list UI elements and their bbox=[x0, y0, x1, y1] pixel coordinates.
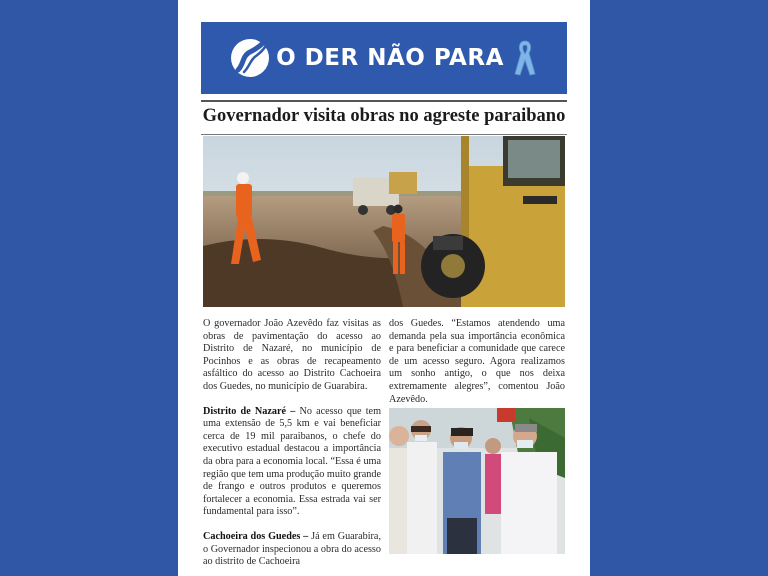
intro-paragraph: O governador João Azevêdo faz visitas as obras de pavimentação do acesso ao Distrito de Nazaré, no município de Pocinhos e as obras de recapeamento asfáltico do acesso ao Distrito Cachoeira dos Guedes, no município de Guarabira. bbox=[203, 318, 381, 392]
headline-top-rule bbox=[201, 100, 567, 102]
article-headline: Governador visita obras no agreste paraibano bbox=[202, 106, 566, 126]
governor-visit-photo bbox=[389, 408, 565, 554]
banner-title: O DER NÃO PARA bbox=[276, 45, 504, 71]
article-column-left bbox=[203, 318, 381, 576]
newsletter-banner bbox=[201, 22, 567, 94]
road-works-photo bbox=[203, 136, 565, 307]
section-nazare-lead: Distrito de Nazaré – bbox=[203, 405, 296, 417]
section-cachoeira-text: Já em Guarabira, o Governador inspecionou a obra do acesso ao distrito de Cachoeira bbox=[203, 530, 381, 568]
continuation-paragraph: dos Guedes. “Estamos atendendo uma demanda pela sua importância econômica e para beneficiar a comunidade que carece de um acesso seguro. Agora realizamos um sonho antigo, o que nos deixa extremamente alegres”, comentou João Azevêdo. bbox=[389, 318, 565, 405]
awareness-ribbon-icon bbox=[512, 38, 538, 78]
section-nazare-text: No acesso que tem uma extensão de 5,5 km e vai beneficiar cerca de 19 mil paraibanos, o chefe do executivo estadual destacou a importância da obra para a economia local. “Essa é uma região que tem uma produção muito grande de frango e outros produtos e queremos fortalecer a economia. Essa estrada vai ser fundamental para isso”. bbox=[203, 405, 381, 518]
section-cachoeira-paragraph bbox=[203, 531, 381, 569]
newsletter-page bbox=[178, 0, 590, 576]
section-cachoeira-lead: Cachoeira dos Guedes – bbox=[203, 530, 309, 542]
section-nazare-paragraph bbox=[203, 406, 381, 519]
article-column-right bbox=[389, 318, 565, 418]
road-logo-icon bbox=[230, 38, 270, 78]
headline-bottom-rule bbox=[201, 134, 567, 135]
